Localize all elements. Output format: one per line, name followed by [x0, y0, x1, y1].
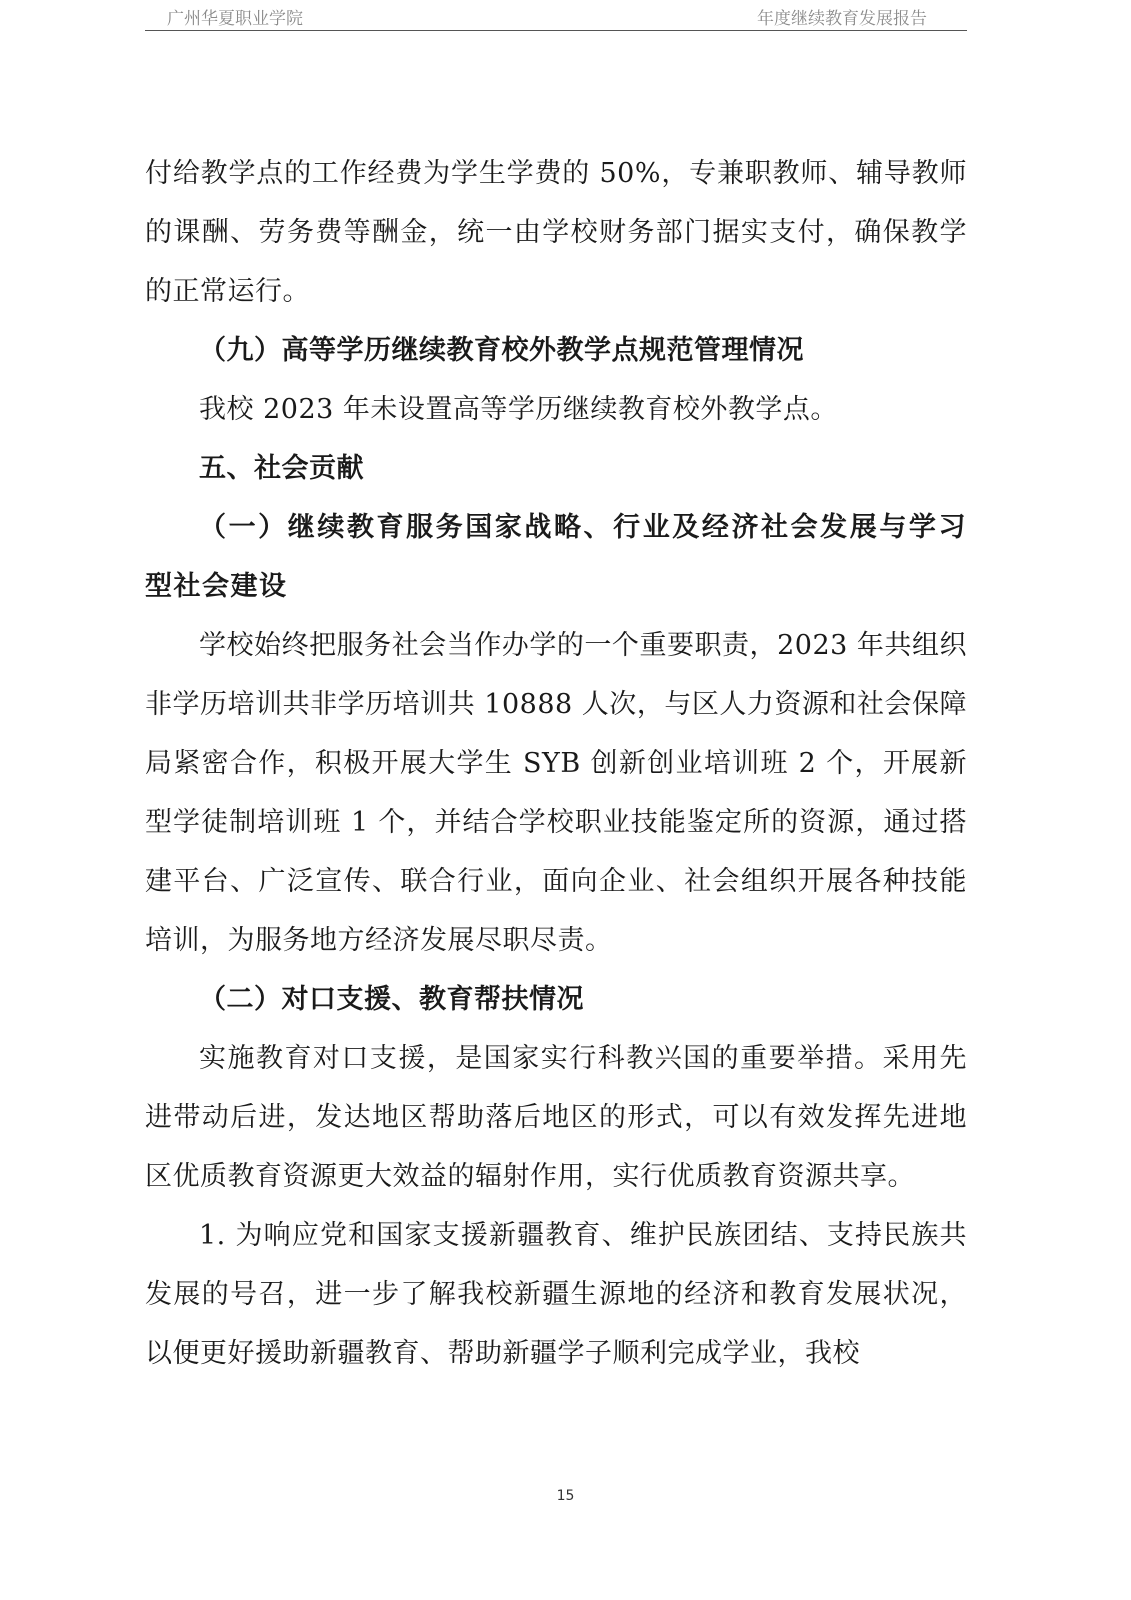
- heading-subsection-1: （一）继续教育服务国家战略、行业及经济社会发展与学习型社会建设: [145, 512, 967, 602]
- paragraph-funding: 付给教学点的工作经费为学生学费的 50%，专兼职教师、辅导教师的课酬、劳务费等酬金，统一由学校财务部门据实支付，确保教学的正常运行。: [145, 158, 967, 307]
- header-school-name: 广州华夏职业学院: [167, 9, 303, 29]
- heading-social-contribution: 五、社会贡献: [199, 453, 364, 484]
- paragraph-xinjiang-support: 1. 为响应党和国家支援新疆教育、维护民族团结、支持民族共发展的号召，进一步了解我校新疆生源地的经济和教育发展状况，以便更好援助新疆教育、帮助新疆学子顺利完成学业，我校: [145, 1220, 967, 1369]
- page-number: 15: [556, 1488, 575, 1504]
- paragraph-counterpart-support: 实施教育对口支援，是国家实行科教兴国的重要举措。采用先进带动后进，发达地区帮助落后地区的形式，可以有效发挥先进地区优质教育资源更大效益的辐射作用，实行优质教育资源共享。: [145, 1043, 967, 1192]
- paragraph-no-offsite-points: 我校 2023 年未设置高等学历继续教育校外教学点。: [199, 394, 838, 425]
- paragraph-social-service: 学校始终把服务社会当作办学的一个重要职责，2023 年共组织非学历培训共非学历培训共 10888 人次，与区人力资源和社会保障局紧密合作，积极开展大学生 SYB 创新创业培训班 2 个，开展新型学徒制培训班 1 个，并结合学校职业技能鉴定所的资源，通过搭建平台、广泛宣传、联合行业，面向企业、社会组织开展各种技能培训，为服务地方经济发展尽职尽责。: [145, 630, 967, 956]
- document-body: [145, 144, 967, 1383]
- heading-subsection-2: （二）对口支援、教育帮扶情况: [199, 984, 584, 1015]
- header-report-title: 年度继续教育发展报告: [757, 9, 927, 29]
- heading-section-9: （九）高等学历继续教育校外教学点规范管理情况: [199, 335, 804, 366]
- page-header: [145, 0, 967, 31]
